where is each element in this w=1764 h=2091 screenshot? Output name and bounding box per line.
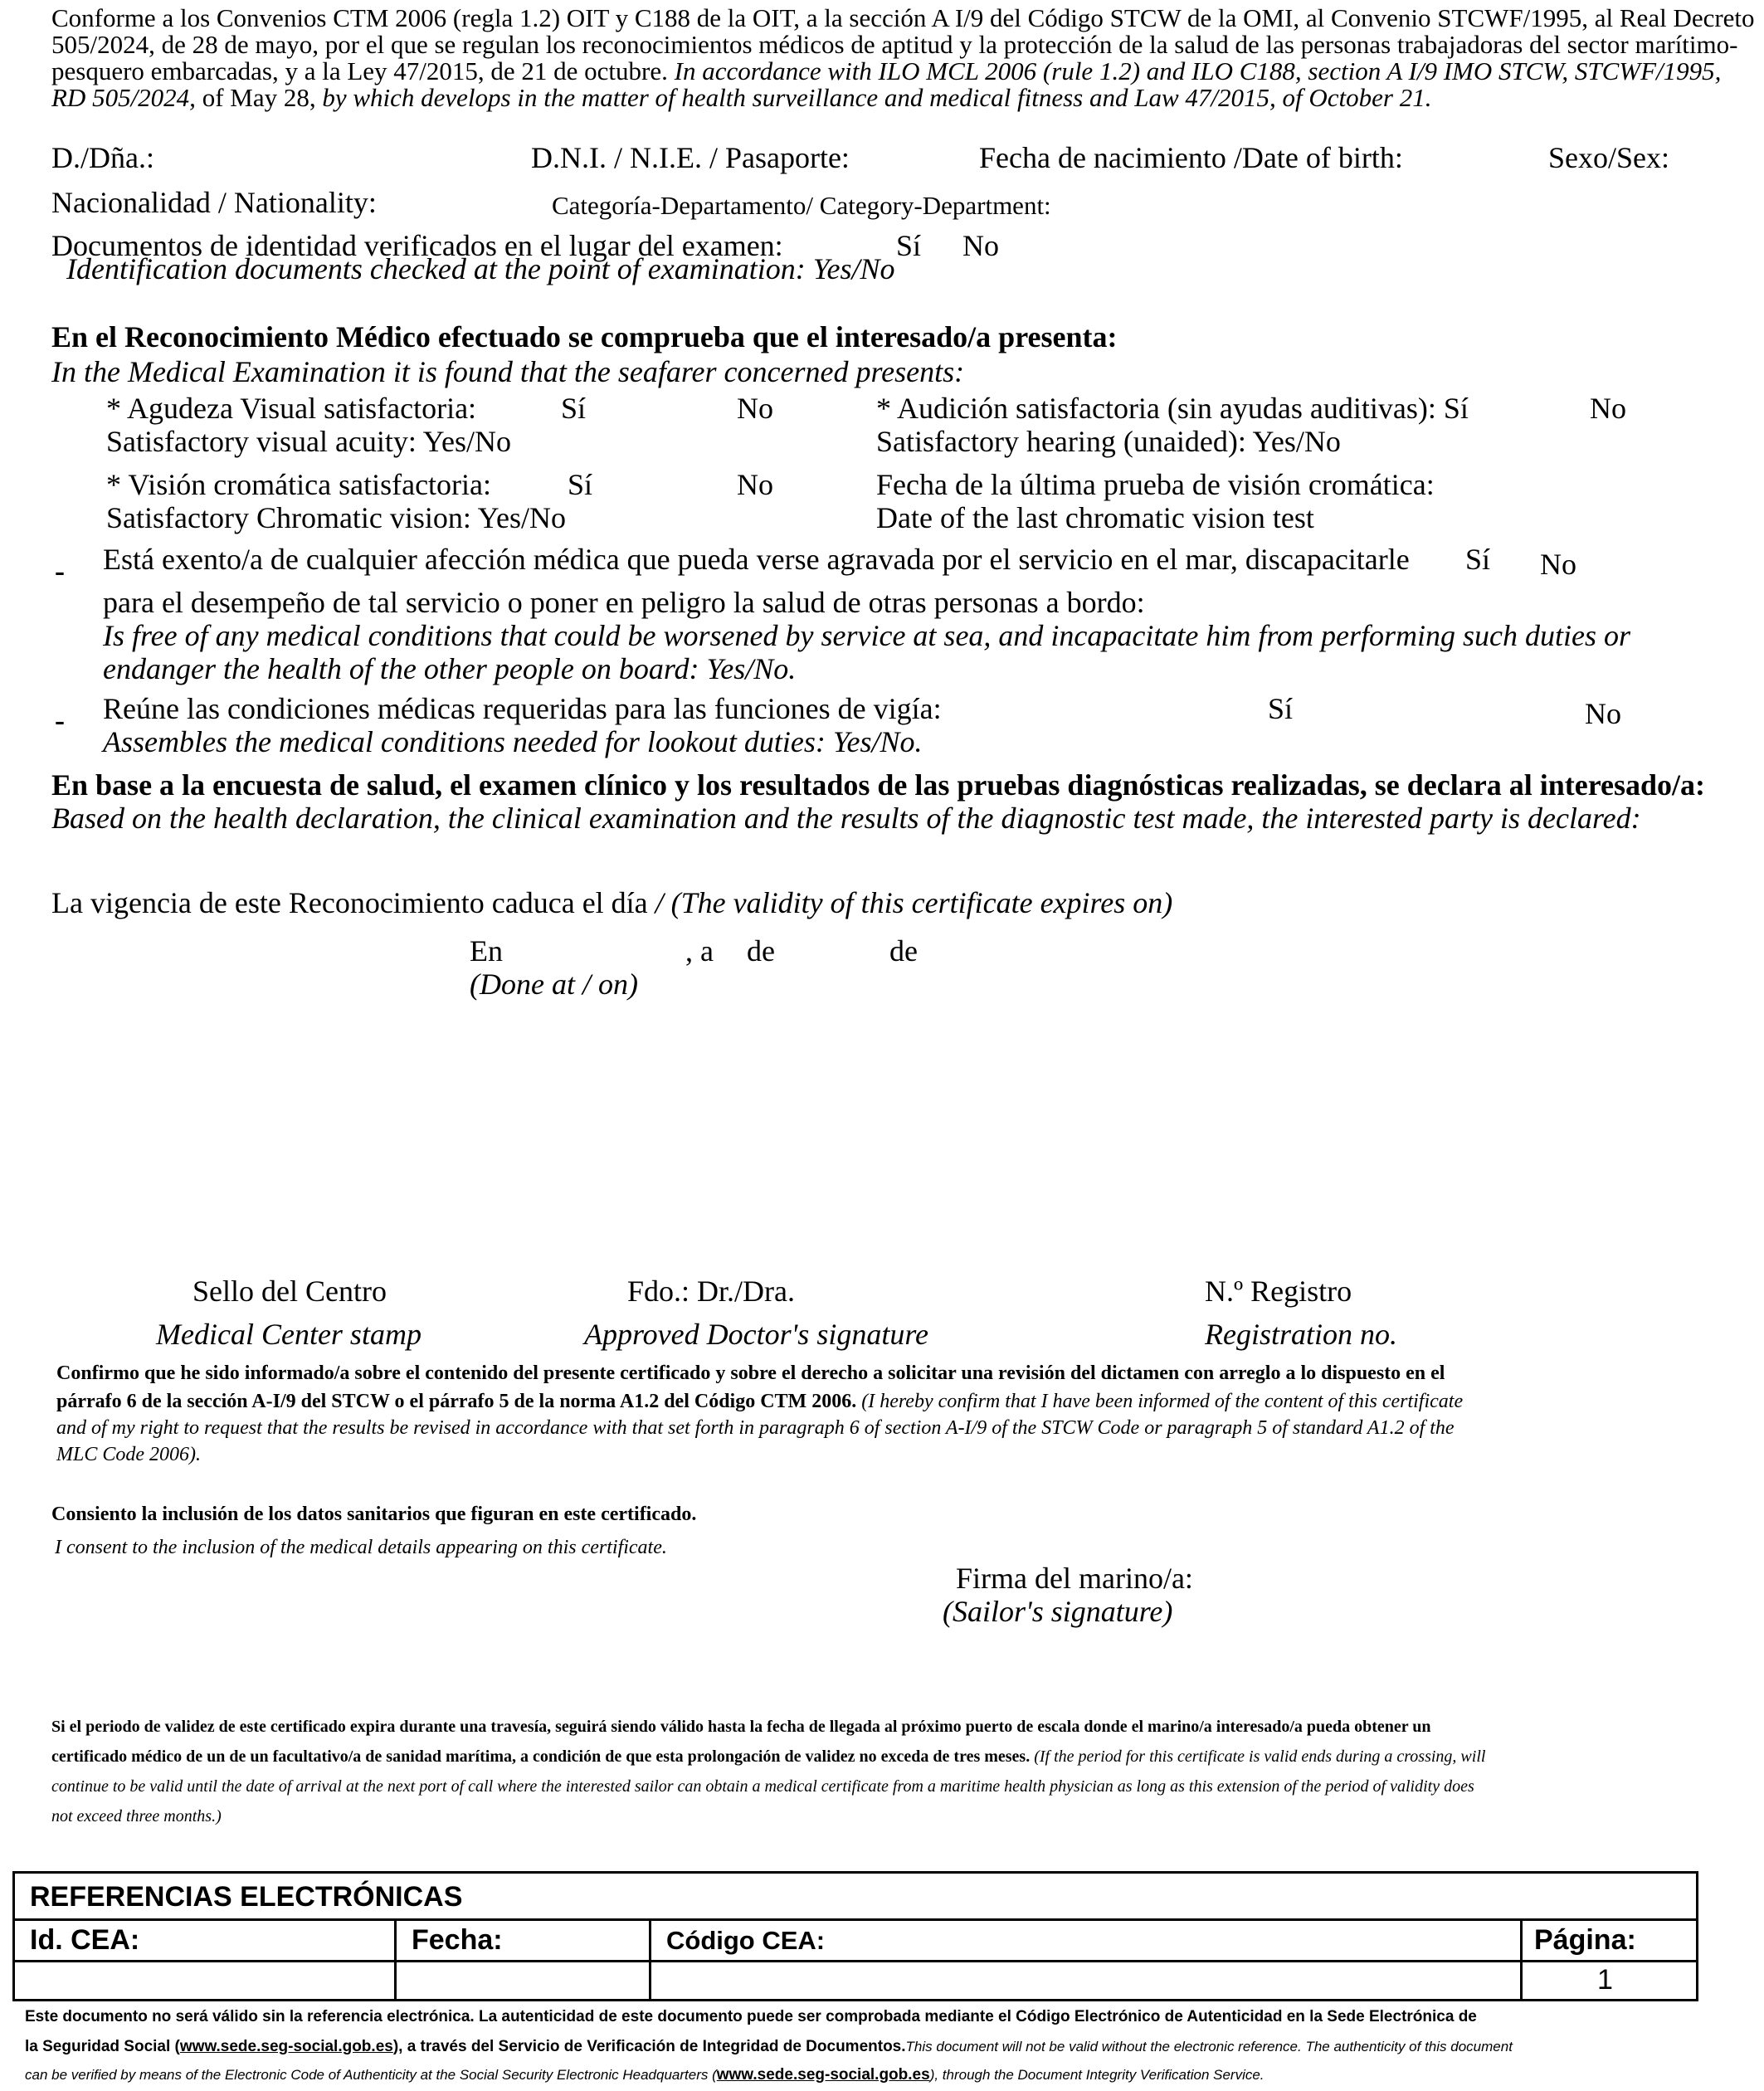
confirm-line-2 — [56, 1391, 1463, 1414]
id-cea-cell — [15, 1921, 397, 1960]
docs-checked-en: Identification documents checked at the point of examination: Yes/No — [66, 252, 895, 285]
intro-line-4 — [51, 83, 1431, 113]
center-stamp-en: Medical Center stamp — [156, 1318, 422, 1351]
footer-line-2-b: ), a través del Servicio de Verificación de Integridad de Documentos. — [392, 2038, 906, 2055]
intro-line-3-es: pesquero embarcadas, y a la Ley 47/2015, de 21 de octubre. — [51, 56, 668, 85]
confirm-line-3: and of my right to request that the results be revised in accordance with that set forth in paragraph 6 of section A-I/9 of the STCW Code or paragraph 5 of standard A1.2 of the — [56, 1417, 1455, 1439]
lookout-no-option: No — [1585, 697, 1621, 730]
pagina-label: Página: — [1534, 1924, 1636, 1956]
exam-heading-en: In the Medical Examination it is found that the seafarer concerned presents: — [51, 355, 965, 388]
exempt-en-1: Is free of any medical conditions that could be worsened by service at sea, and incapacitate him from performing such duties or — [103, 619, 1631, 652]
validity-label-es: La vigencia de este Reconocimiento caduca el día — [51, 886, 648, 919]
page-number: 1 — [1597, 1964, 1613, 1996]
confirm-line-4: MLC Code 2006). — [56, 1444, 201, 1465]
lookout-bullet: - — [55, 704, 65, 737]
docs-checked-label: Documentos de identidad verificados en el lugar del examen: — [51, 229, 783, 262]
references-header-row — [15, 1921, 1696, 1962]
footer-line-2-a: la Seguridad Social ( — [25, 2038, 180, 2055]
footer-line-1: Este documento no será válido sin la referencia electrónica. La autenticidad de este documento puede ser comprobada mediante el Código Electrónico de Autenticidad en la Sede Electrónica de — [25, 2008, 1477, 2025]
intro-line-2: 505/2024, de 28 de mayo, por el que se regulan los reconocimientos médicos de aptitud y la protección de la salud de las personas trabajadoras del sector marítimo- — [51, 30, 1738, 59]
exempt-en-2: endanger the health of the other people on board: Yes/No. — [103, 652, 797, 685]
sex-label: Sexo/Sex: — [1548, 141, 1670, 174]
codigo-cea-value-cell — [651, 1962, 1523, 1999]
page-number-cell — [1523, 1962, 1696, 1999]
visual-acuity-label: * Agudeza Visual satisfactoria: — [106, 392, 477, 425]
footer-line-3 — [25, 2066, 1709, 2084]
hearing-en: Satisfactory hearing (unaided): Yes/No — [876, 425, 1341, 458]
validity-note-line-2-bold: certificado médico de un de un facultativo/a de sanidad marítima, a condición de que esta prolongación de validez no exceda de tres meses. — [51, 1747, 1031, 1766]
id-cea-label: Id. CEA: — [30, 1924, 140, 1956]
codigo-cea-cell — [651, 1921, 1523, 1960]
electronic-references-table — [12, 1871, 1698, 2001]
consent-label: Consiento la inclusión de los datos sanitarios que figuran en este certificado. — [51, 1504, 697, 1525]
seg-social-link-2[interactable]: www.sede.seg-social.gob.es — [716, 2066, 930, 2084]
chromatic-no-option: No — [737, 468, 773, 501]
chromatic-en: Satisfactory Chromatic vision: Yes/No — [106, 501, 566, 534]
footer-line-2 — [25, 2038, 1709, 2056]
exempt-no-option: No — [1540, 548, 1576, 581]
fecha-label: Fecha: — [412, 1924, 503, 1956]
chromatic-label: * Visión cromática satisfactoria: — [106, 468, 492, 501]
docs-yes-option: Sí — [896, 229, 922, 262]
exempt-bullet: - — [55, 554, 65, 587]
confirm-line-1: Confirmo que he sido informado/a sobre el contenido del presente certificado y sobre el derecho a solicitar una revisión del dictamen con arreglo a lo dispuesto en el — [56, 1362, 1445, 1384]
intro-line-4-a: RD 505/2024, — [51, 83, 196, 112]
intro-line-1: Conforme a los Convenios CTM 2006 (regla 1.2) OIT y C188 de la OIT, a la sección A I/9 del Código STCW de la OMI, al Convenio STCWF/1995, al Real Decreto — [51, 3, 1755, 32]
lookout-label: Reúne las condiciones médicas requeridas para las funciones de vigía: — [103, 692, 942, 725]
references-title: REFERENCIAS ELECTRÓNICAS — [30, 1881, 463, 1913]
declared-en: Based on the health declaration, the clinical examination and the results of the diagnostic test made, the interested party is declared: — [51, 802, 1641, 835]
done-at-label: (Done at / on) — [470, 968, 638, 1001]
validity-label-en: / (The validity of this certificate expires on) — [655, 886, 1173, 919]
seg-social-link[interactable]: www.sede.seg-social.gob.es — [179, 2038, 393, 2055]
last-chromatic-label: Fecha de la última prueba de visión cromática: — [876, 468, 1435, 501]
validity-note-line-2 — [51, 1747, 1485, 1767]
lookout-en: Assembles the medical conditions needed for lookout duties: Yes/No. — [103, 725, 923, 758]
exempt-yes-option: Sí — [1465, 543, 1491, 576]
references-value-row — [15, 1962, 1696, 1999]
hearing-no-option: No — [1590, 392, 1626, 425]
footer-line-3-b: ), through the Document Integrity Verification Service. — [929, 2067, 1265, 2083]
nationality-label: Nacionalidad / Nationality: — [51, 186, 377, 219]
sailor-signature-label: Firma del marino/a: — [956, 1562, 1193, 1595]
references-title-row — [15, 1874, 1696, 1921]
confirm-line-2-italic: (I hereby confirm that I have been informed of the content of this certificate — [861, 1391, 1464, 1412]
exempt-label-2: para el desempeño de tal servicio o poner en peligro la salud de otras personas a bordo: — [103, 586, 1145, 619]
visual-yes-option: Sí — [561, 392, 587, 425]
last-chromatic-en: Date of the last chromatic vision test — [876, 501, 1314, 534]
id-cea-value-cell — [15, 1962, 397, 1999]
pagina-cell — [1523, 1921, 1696, 1960]
date-comma-a: , a — [685, 934, 714, 968]
intro-line-3-en: In accordance with ILO MCL 2006 (rule 1.2) and ILO C188, section A I/9 IMO STCW, STCWF/1995, — [674, 56, 1722, 85]
exempt-label: Está exento/a de cualquier afección médica que pueda verse agravada por el servicio en el mar, discapacitarle — [103, 543, 1410, 576]
visual-acuity-en: Satisfactory visual acuity: Yes/No — [106, 425, 511, 458]
birth-date-label: Fecha de nacimiento /Date of birth: — [979, 141, 1403, 174]
registry-label: N.º Registro — [1205, 1275, 1352, 1308]
declared-label: En base a la encuesta de salud, el examen clínico y los resultados de las pruebas diagnósticas realizadas, se declara al interesado/a: — [51, 768, 1706, 802]
consent-en: I consent to the inclusion of the medical details appearing on this certificate. — [55, 1537, 667, 1558]
doctor-signature-label: Fdo.: Dr./Dra. — [627, 1275, 795, 1308]
footer-line-2-c: This document will not be valid without the electronic reference. The authenticity of this document — [905, 2039, 1513, 2054]
registry-en: Registration no. — [1205, 1318, 1397, 1351]
exam-heading: En el Reconocimiento Médico efectuado se comprueba que el interesado/a presenta: — [51, 320, 1118, 353]
name-label: D./Dña.: — [51, 141, 154, 174]
validity-label — [51, 886, 1172, 920]
validity-note-line-3: continue to be valid until the date of arrival at the next port of call where the interested sailor can obtain a medical certificate from a maritime health physician as long as this extension of the period of validity does — [51, 1777, 1474, 1796]
date-de-2: de — [889, 934, 918, 968]
fecha-value-cell — [397, 1962, 651, 1999]
lookout-yes-option: Sí — [1268, 692, 1294, 725]
validity-note-line-1: Si el periodo de validez de este certificado expira durante una travesía, seguirá siendo válido hasta la fecha de llegada al próximo puerto de escala donde el marino/a interesado/a pueda obtener un — [51, 1718, 1431, 1736]
intro-line-4-b: of May 28, — [202, 83, 316, 112]
place-label: En — [470, 934, 503, 968]
date-de-1: de — [747, 934, 775, 968]
footer-line-3-a: can be verified by means of the Electronic Code of Authenticity at the Social Security Electronic Headquarters ( — [25, 2067, 717, 2083]
category-label: Categoría-Departamento/ Category-Department: — [552, 191, 1051, 220]
codigo-cea-label: Código CEA: — [666, 1926, 826, 1955]
hearing-label: * Audición satisfactoria (sin ayudas auditivas): Sí — [876, 392, 1469, 425]
sailor-signature-en: (Sailor's signature) — [943, 1595, 1173, 1628]
validity-note-line-2-italic: (If the period for this certificate is valid ends during a crossing, will — [1034, 1747, 1486, 1766]
fecha-cell — [397, 1921, 651, 1960]
confirm-line-2-bold: párrafo 6 de la sección A-I/9 del STCW o el párrafo 5 de la norma A1.2 del Código CTM 2006. — [56, 1391, 857, 1412]
docs-no-option: No — [962, 229, 999, 262]
intro-line-4-c: by which develops in the matter of health surveillance and medical fitness and Law 47/2015, of October 21. — [322, 83, 1432, 112]
chromatic-yes-option: Sí — [568, 468, 593, 501]
doctor-signature-en: Approved Doctor's signature — [584, 1318, 928, 1351]
intro-line-3 — [51, 56, 1721, 86]
validity-note-line-4: not exceed three months.) — [51, 1807, 222, 1825]
center-stamp-label: Sello del Centro — [192, 1275, 387, 1308]
visual-no-option: No — [737, 392, 773, 425]
id-document-label: D.N.I. / N.I.E. / Pasaporte: — [531, 141, 850, 174]
